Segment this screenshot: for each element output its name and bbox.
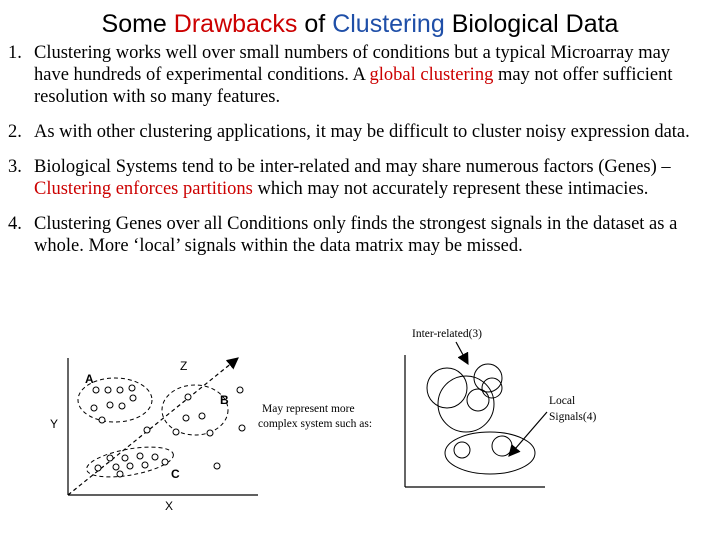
- note-line-1: May represent more: [262, 403, 355, 415]
- local-signals-line-1: Local: [549, 395, 576, 407]
- partitions-highlight: partitions: [183, 179, 253, 199]
- list-item-3: 3. Biological Systems tend to be inter-related and may share numerous factors (Genes) – Clustering enforces partitions which may not accurately represent these intimacies.: [8, 157, 671, 199]
- cluster-c-label: C: [171, 467, 180, 481]
- axis-z-label: Z: [180, 359, 188, 373]
- cluster-a-label: A: [85, 372, 94, 386]
- cluster-b-label: B: [220, 393, 229, 407]
- list-item-4: 4. Clustering Genes over all Conditions only finds the strongest signals in the dataset as a whole. More ‘local’ signals within the data matrix may be missed.: [8, 214, 678, 256]
- title-drawbacks: Drawbacks: [173, 10, 298, 38]
- global-clustering-highlight: global clustering: [369, 65, 494, 85]
- list-item-1: 1. Clustering works well over small numbers of conditions but a typical Microarray may have hundreds of experimental conditions. A global clustering may not offer sufficient resolution with so many features.: [8, 43, 673, 107]
- list-item-2: 2. As with other clustering applications, it may be difficult to cluster noisy expression data.: [8, 122, 690, 142]
- pointer-arrows: [456, 342, 547, 456]
- axis-x-label: X: [165, 499, 174, 513]
- title-clustering: Clustering: [332, 10, 445, 38]
- axes-3d: [68, 358, 258, 495]
- inter-related-label: Inter-related(3): [412, 328, 482, 340]
- slide-title: Some Drawbacks of Clustering Biological Data: [101, 10, 619, 38]
- local-signals-line-2: Signals(4): [549, 411, 597, 423]
- note-line-2: complex system such as:: [258, 418, 373, 430]
- clustering-enforces-highlight: Clustering enforces: [34, 179, 179, 199]
- overlapping-clusters: [427, 364, 535, 474]
- axis-y-label: Y: [50, 417, 59, 431]
